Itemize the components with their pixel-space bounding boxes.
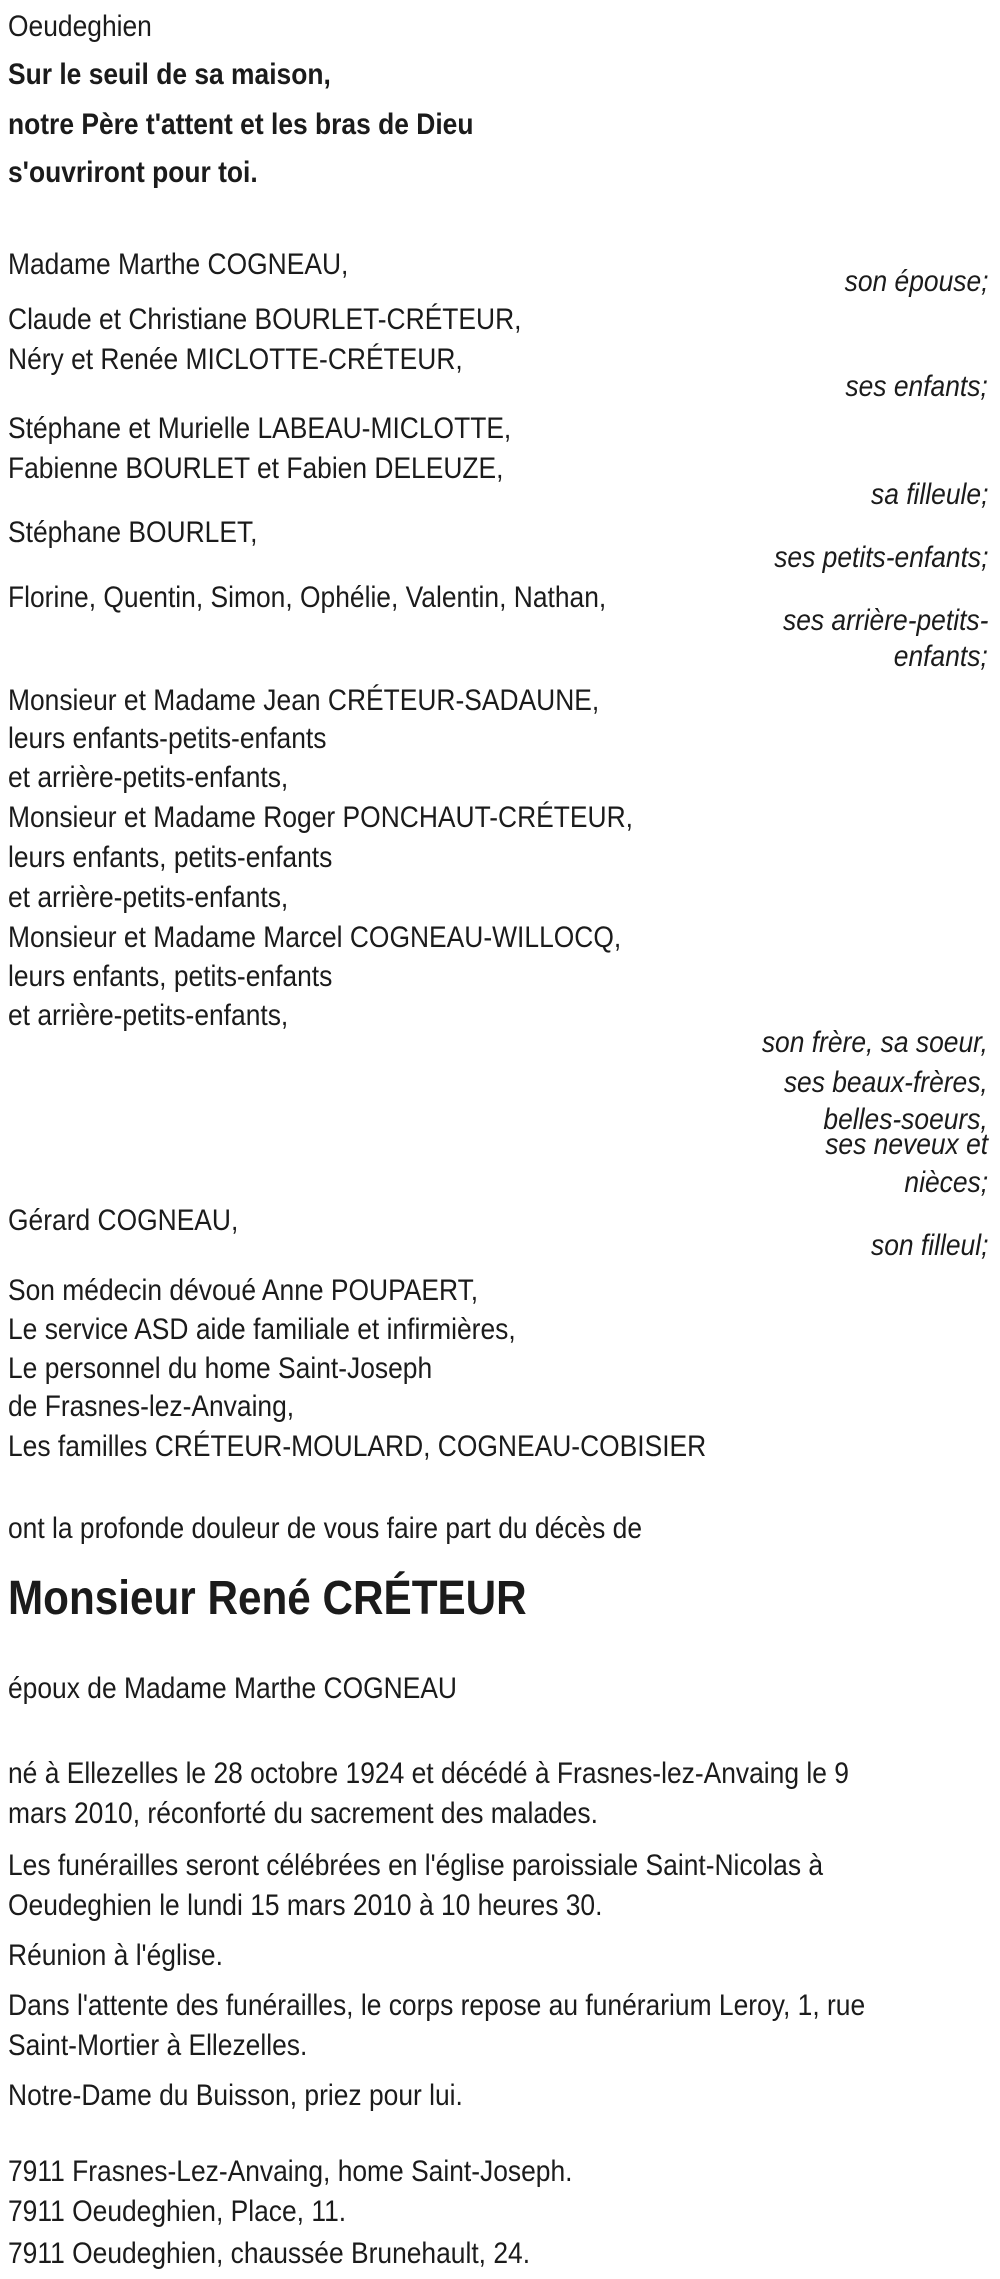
mourner-name-line: Monsieur et Madame Marcel COGNEAU-WILLOCQ, [8,921,622,954]
repose-line: Saint-Mortier à Ellezelles. [8,2029,308,2062]
relation-label: nièces; [904,1166,988,1199]
mourner-name-line: Le personnel du home Saint-Joseph [8,1352,433,1385]
funeral-line: Oeudeghien le lundi 15 mars 2010 à 10 heures 30. [8,1889,603,1922]
mourner-name-line: Les familles CRÉTEUR-MOULARD, COGNEAU-COBISIER [8,1430,707,1463]
epigraph-line: s'ouvriront pour toi. [8,156,258,189]
mourner-name-line: Madame Marthe COGNEAU, [8,248,349,281]
mourner-name-line: Stéphane BOURLET, [8,516,258,549]
mourner-name-line: et arrière-petits-enfants, [8,999,289,1032]
mourner-name-line: de Frasnes-lez-Anvaing, [8,1390,295,1423]
relation-label: enfants; [894,640,988,673]
birth-death-line: né à Ellezelles le 28 octobre 1924 et décédé à Frasnes-lez-Anvaing le 9 [8,1757,849,1790]
relation-label: son frère, sa soeur, [762,1026,988,1059]
prayer-line: Notre-Dame du Buisson, priez pour lui. [8,2079,463,2112]
commune-label: Oeudeghien [8,10,152,43]
address-line: 7911 Oeudeghien, chaussée Brunehault, 24. [8,2237,531,2270]
epigraph-line: notre Père t'attent et les bras de Dieu [8,108,474,141]
relation-label: ses beaux-frères, [784,1066,988,1099]
reunion-line: Réunion à l'église. [8,1939,223,1972]
mourner-name-line: Son médecin dévoué Anne POUPAERT, [8,1274,479,1307]
spouse-line: époux de Madame Marthe COGNEAU [8,1672,458,1705]
relation-label: sa filleule; [870,478,988,511]
mourner-name-line: leurs enfants, petits-enfants [8,960,333,993]
repose-line: Dans l'attente des funérailles, le corps repose au funérarium Leroy, 1, rue [8,1989,866,2022]
deceased-name-heading: Monsieur René CRÉTEUR [8,1572,527,1625]
announcement-intro-line: ont la profonde douleur de vous faire part du décès de [8,1512,643,1545]
mourner-name-line: et arrière-petits-enfants, [8,761,289,794]
mourner-name-line: leurs enfants, petits-enfants [8,841,333,874]
mourner-name-line: Gérard COGNEAU, [8,1204,239,1237]
address-line: 7911 Oeudeghien, Place, 11. [8,2195,347,2228]
mourner-name-line: Le service ASD aide familiale et infirmières, [8,1313,516,1346]
mourner-name-line: Stéphane et Murielle LABEAU-MICLOTTE, [8,412,512,445]
mourner-name-line: et arrière-petits-enfants, [8,881,289,914]
mourner-name-line: Néry et Renée MICLOTTE-CRÉTEUR, [8,343,463,376]
mourner-name-line: leurs enfants-petits-enfants [8,722,327,755]
relation-label: ses neveux et [825,1128,988,1161]
address-line: 7911 Frasnes-Lez-Anvaing, home Saint-Joseph. [8,2155,573,2188]
mourner-name-line: Monsieur et Madame Jean CRÉTEUR-SADAUNE, [8,684,600,717]
mourner-name-line: Monsieur et Madame Roger PONCHAUT-CRÉTEUR, [8,801,633,834]
funeral-line: Les funérailles seront célébrées en l'église paroissiale Saint-Nicolas à [8,1849,824,1882]
relation-label: ses petits-enfants; [773,541,988,574]
mourner-name-line: Fabienne BOURLET et Fabien DELEUZE, [8,452,504,485]
epigraph-line: Sur le seuil de sa maison, [8,58,331,91]
relation-label: belles-soeurs, [823,1103,988,1136]
relation-label: son épouse; [844,265,988,298]
relation-label: ses enfants; [845,370,988,403]
birth-death-line: mars 2010, réconforté du sacrement des malades. [8,1797,598,1830]
commune-line [8,10,988,44]
mourner-name-line: Florine, Quentin, Simon, Ophélie, Valentin, Nathan, [8,581,607,614]
relation-label: son filleul; [870,1229,988,1262]
relation-label: ses arrière-petits- [782,604,988,637]
mourner-name-line: Claude et Christiane BOURLET-CRÉTEUR, [8,303,522,336]
